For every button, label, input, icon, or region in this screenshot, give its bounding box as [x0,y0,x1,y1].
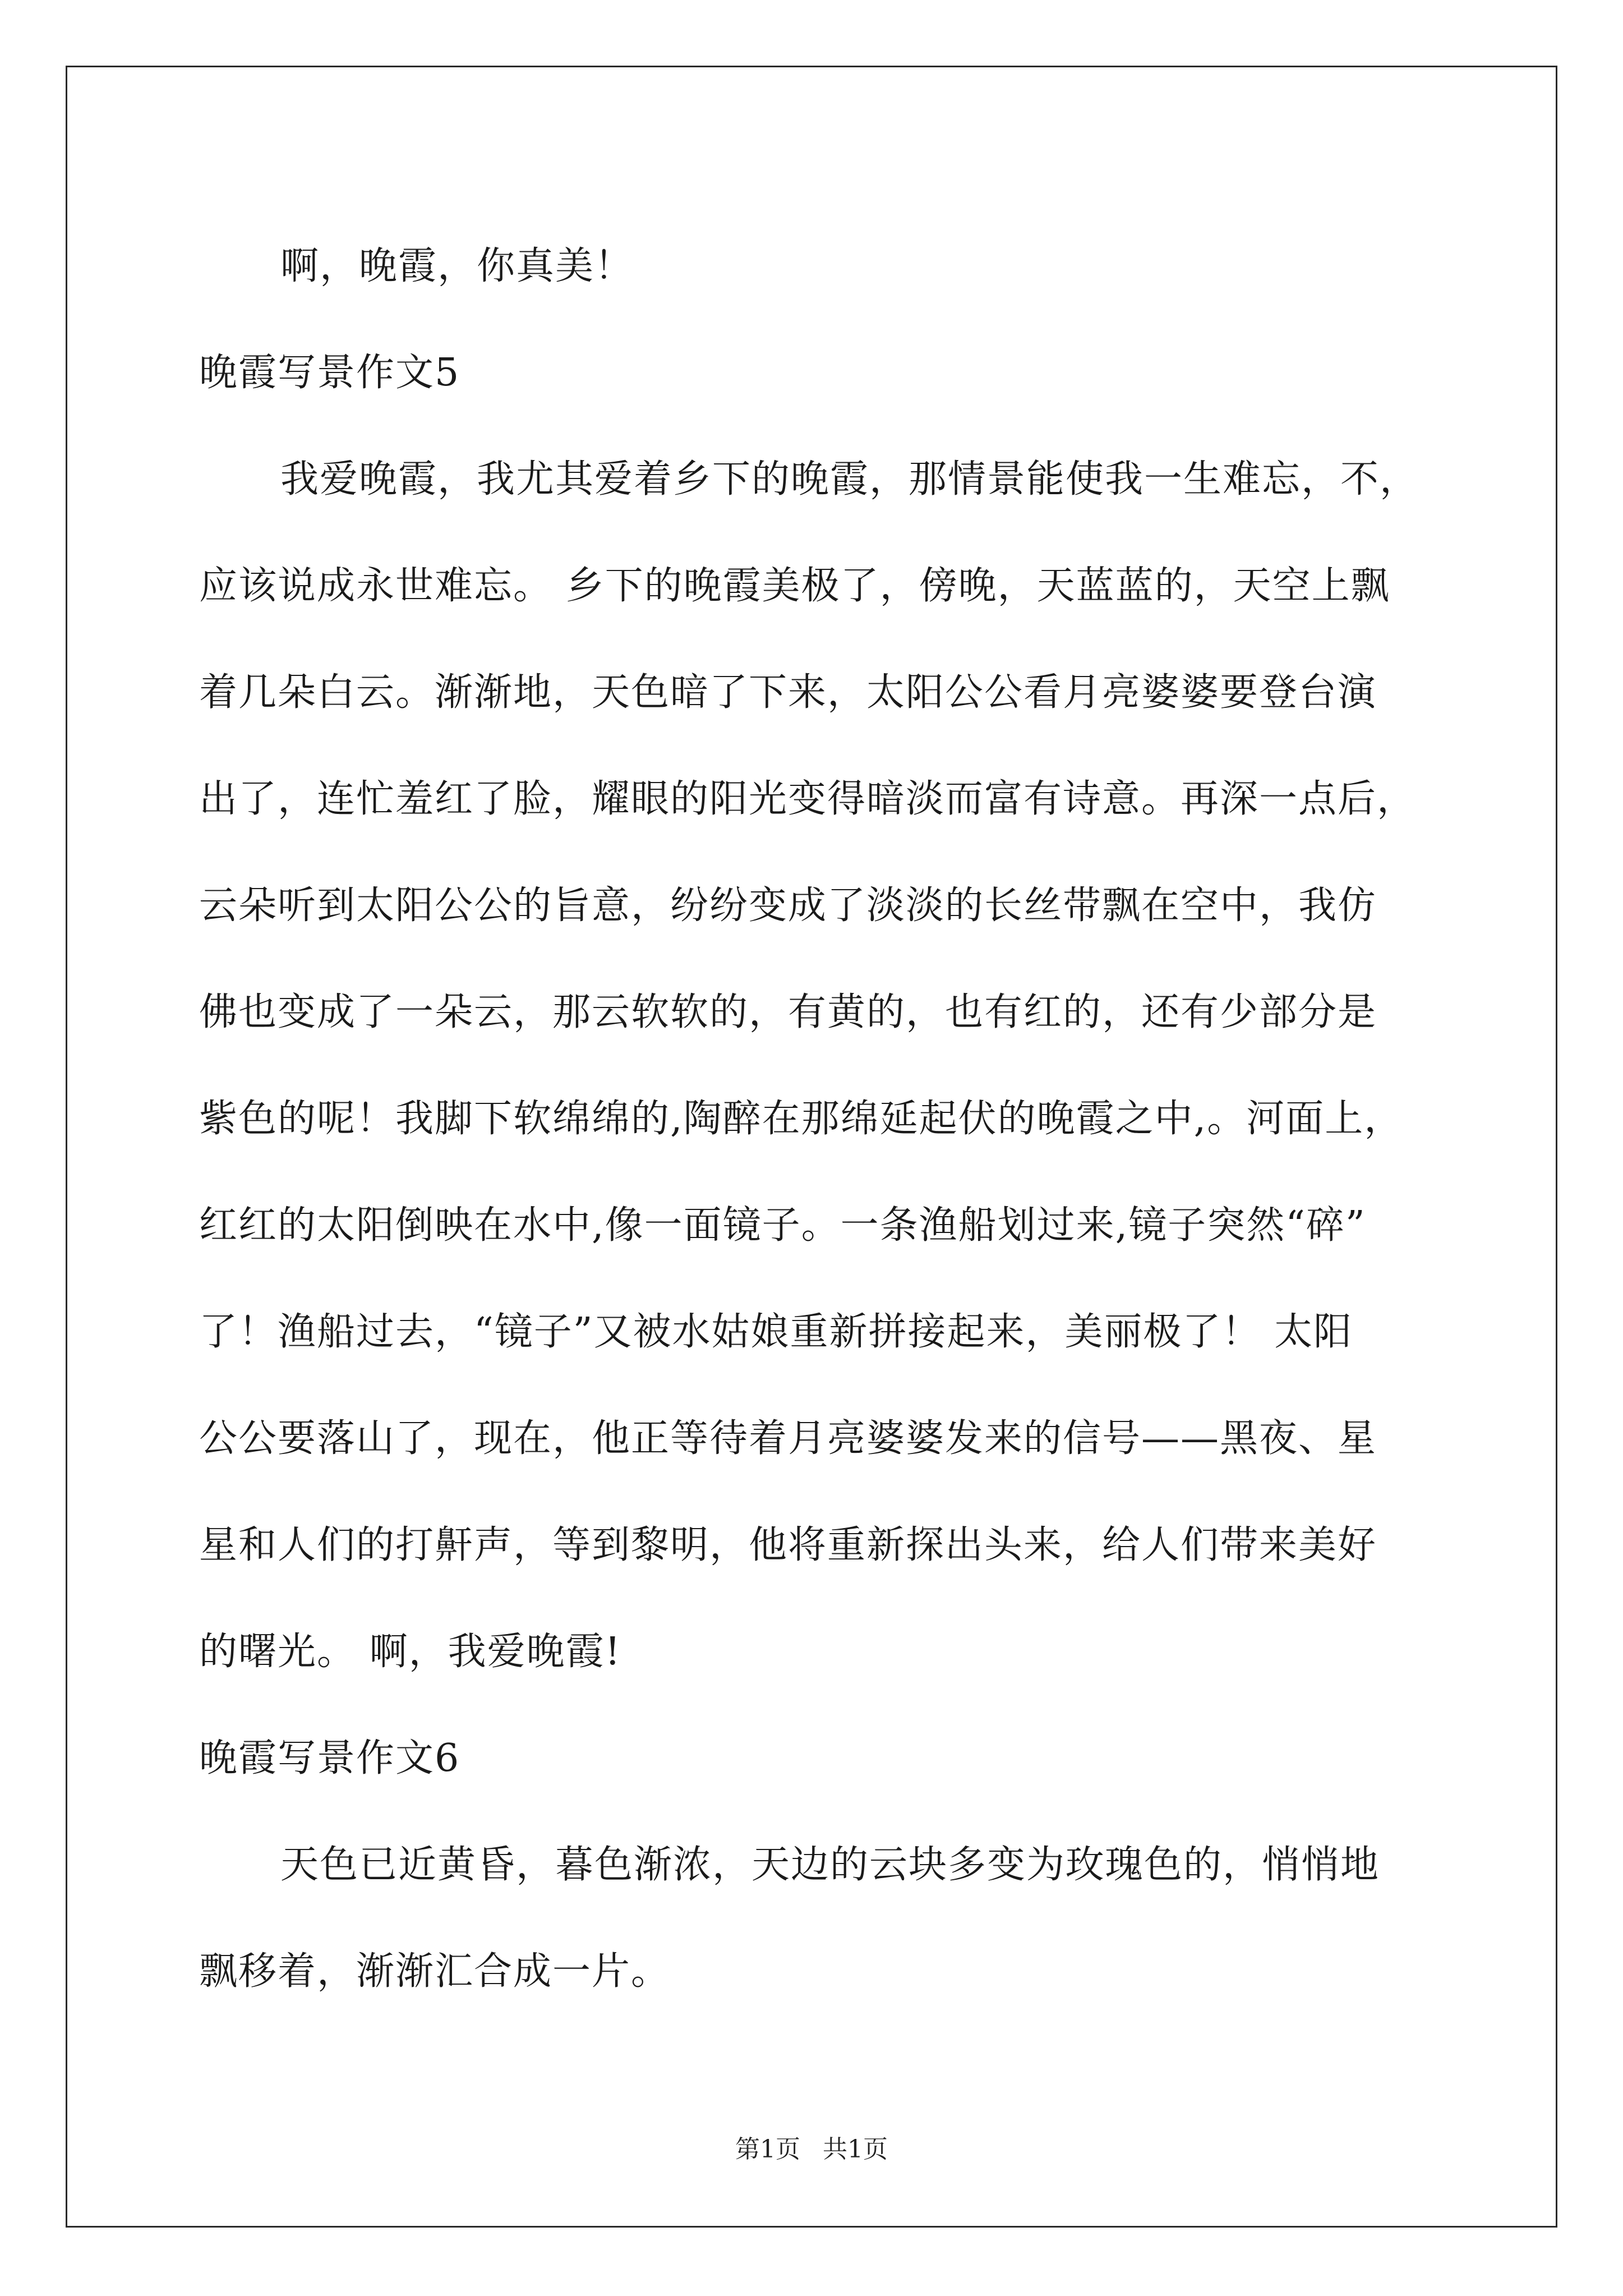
paragraph-line: 出了，连忙羞红了脸，耀眼的阳光变得暗淡而富有诗意。再深一点后， [199,777,1417,821]
paragraph-line: 啊，晚霞，你真美！ [280,244,634,288]
paragraph-line: 紫色的呢！我脚下软绵绵的,陶醉在那绵延起伏的晚霞之中,。河面上， [199,1097,1404,1141]
paragraph-line: 我爱晚霞，我尤其爱着乡下的晚霞，那情景能使我一生难忘，不， [280,457,1419,501]
page-total: 共1页 [823,2135,888,2164]
paragraph-line: 着几朵白云。渐渐地，天色暗了下来，太阳公公看月亮婆婆要登台演 [199,670,1377,715]
paragraph-line: 飘移着，渐渐汇合成一片。 [199,1949,671,1994]
section-heading: 晚霞写景作文5 [199,351,460,395]
paragraph-line: 天色已近黄昏，暮色渐浓，天边的云块多变为玫瑰色的，悄悄地 [280,1843,1380,1887]
paragraph-line: 云朵听到太阳公公的旨意，纷纷变成了淡淡的长丝带飘在空中，我仿 [199,884,1377,928]
section-heading: 晚霞写景作文6 [199,1736,460,1780]
page-number: 第1页 [735,2135,800,2164]
document-body [199,213,1433,2025]
paragraph-line: 星和人们的打鼾声，等到黎明，他将重新探出头来，给人们带来美好 [199,1523,1377,1567]
paragraph-line: 应该说成永世难忘。 乡下的晚霞美极了，傍晚，天蓝蓝的，天空上飘 [199,564,1390,608]
paragraph-line: 佛也变成了一朵云，那云软软的，有黄的，也有红的，还有少部分是 [199,990,1377,1034]
page-footer [0,2129,1623,2165]
paragraph-line: 了！渔船过去，“镜子”又被水姑娘重新拼接起来，美丽极了！ 太阳 [199,1310,1353,1354]
paragraph-line: 红红的太阳倒映在水中,像一面镜子。一条渔船划过来,镜子突然“碎” [199,1203,1366,1248]
paragraph-line: 的曙光。 啊，我爱晚霞! [199,1630,621,1674]
paragraph-line: 公公要落山了，现在，他正等待着月亮婆婆发来的信号——黑夜、星 [199,1416,1377,1461]
